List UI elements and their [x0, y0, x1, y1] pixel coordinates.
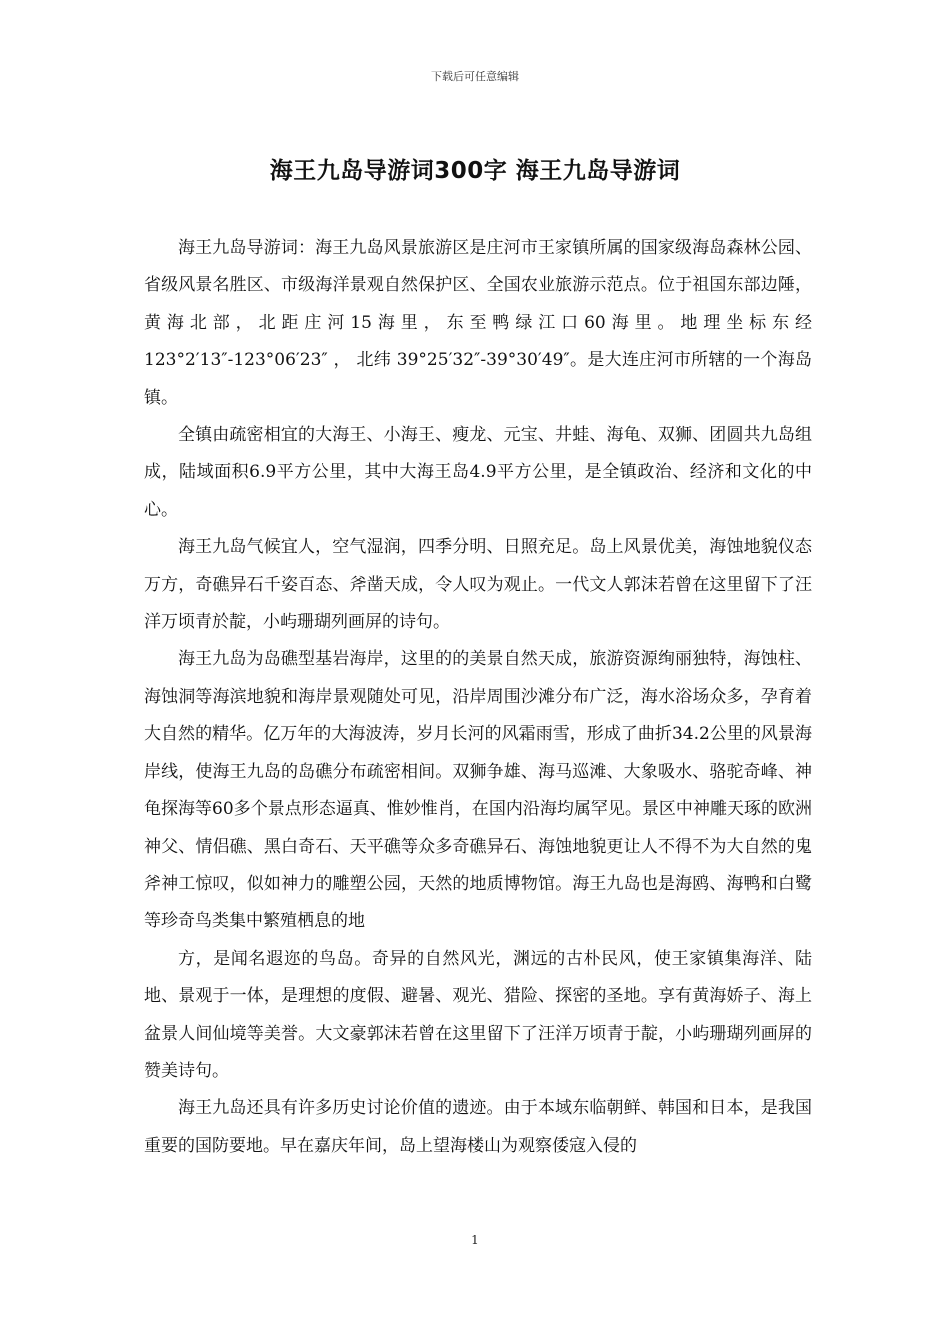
- document-body: [144, 230, 812, 1165]
- page-number: 1: [471, 1233, 479, 1247]
- paragraph: 海王九岛气候宜人，空气湿润，四季分明、日照充足。岛上风景优美，海蚀地貌仪态万方，奇礁异石千姿百态、斧凿天成，令人叹为观止。一代文人郭沫若曾在这里留下了汪洋万顷青於靛，小屿珊瑚列画屏的诗句。: [144, 537, 812, 633]
- paragraph: 方，是闻名遐迩的鸟岛。奇异的自然风光，渊远的古朴民风，使王家镇集海洋、陆地、景观于一体，是理想的度假、避暑、观光、猎险、探密的圣地。享有黄海娇子、海上盆景人间仙境等美誉。大文豪郭沫若曾在这里留下了汪洋万顷青于靛，小屿珊瑚列画屏的赞美诗句。: [144, 948, 812, 1081]
- header-note: 下载后可任意编辑: [431, 70, 519, 83]
- document-title: 海王九岛导游词300字 海王九岛导游词: [269, 158, 681, 184]
- paragraph: 全镇由疏密相宜的大海王、小海王、瘦龙、元宝、井蛙、海龟、双狮、团圆共九岛组成，陆域面积6.9平方公里，其中大海王岛4.9平方公里，是全镇政治、经济和文化的中心。: [144, 425, 812, 520]
- paragraph: 海王九岛为岛礁型基岩海岸，这里的的美景自然天成，旅游资源绚丽独特，海蚀柱、海蚀洞等海滨地貌和海岸景观随处可见，沿岸周围沙滩分布广泛，海水浴场众多，孕育着大自然的精华。亿万年的大海波涛，岁月长河的风霜雨雪，形成了曲折34.2公里的风景海岸线，使海王九岛的岛礁分布疏密相间。双狮争雄、海马巡滩、大象吸水、骆驼奇峰、神龟探海等60多个景点形态逼真、惟妙惟肖，在国内沿海均属罕见。景区中神雕天琢的欧洲神父、情侣礁、黑白奇石、天平礁等众多奇礁异石、海蚀地貌更让人不得不为大自然的鬼斧神工惊叹，似如神力的雕塑公园，天然的地质博物馆。海王九岛也是海鸥、海鸭和白鹭等珍奇鸟类集中繁殖栖息的地: [144, 649, 812, 932]
- paragraph: 海王九岛还具有许多历史讨论价值的遗迹。由于本域东临朝鲜、韩国和日本，是我国重要的国防要地。早在嘉庆年间，岛上望海楼山为观察倭寇入侵的: [144, 1098, 812, 1156]
- paragraph: 海王九岛导游词：海王九岛风景旅游区是庄河市王家镇所属的国家级海岛森林公园、省级风景名胜区、市级海洋景观自然保护区、全国农业旅游示范点。位于祖国东部边陲，黄海北部，北距庄河15海里，东至鸭绿江口60海里。地理坐标东经 123°2′13″-123°06′23″ ， 北纬 39°25′32″-39°30′49″。是大连庄河市所辖的一个海岛镇。: [144, 238, 812, 408]
